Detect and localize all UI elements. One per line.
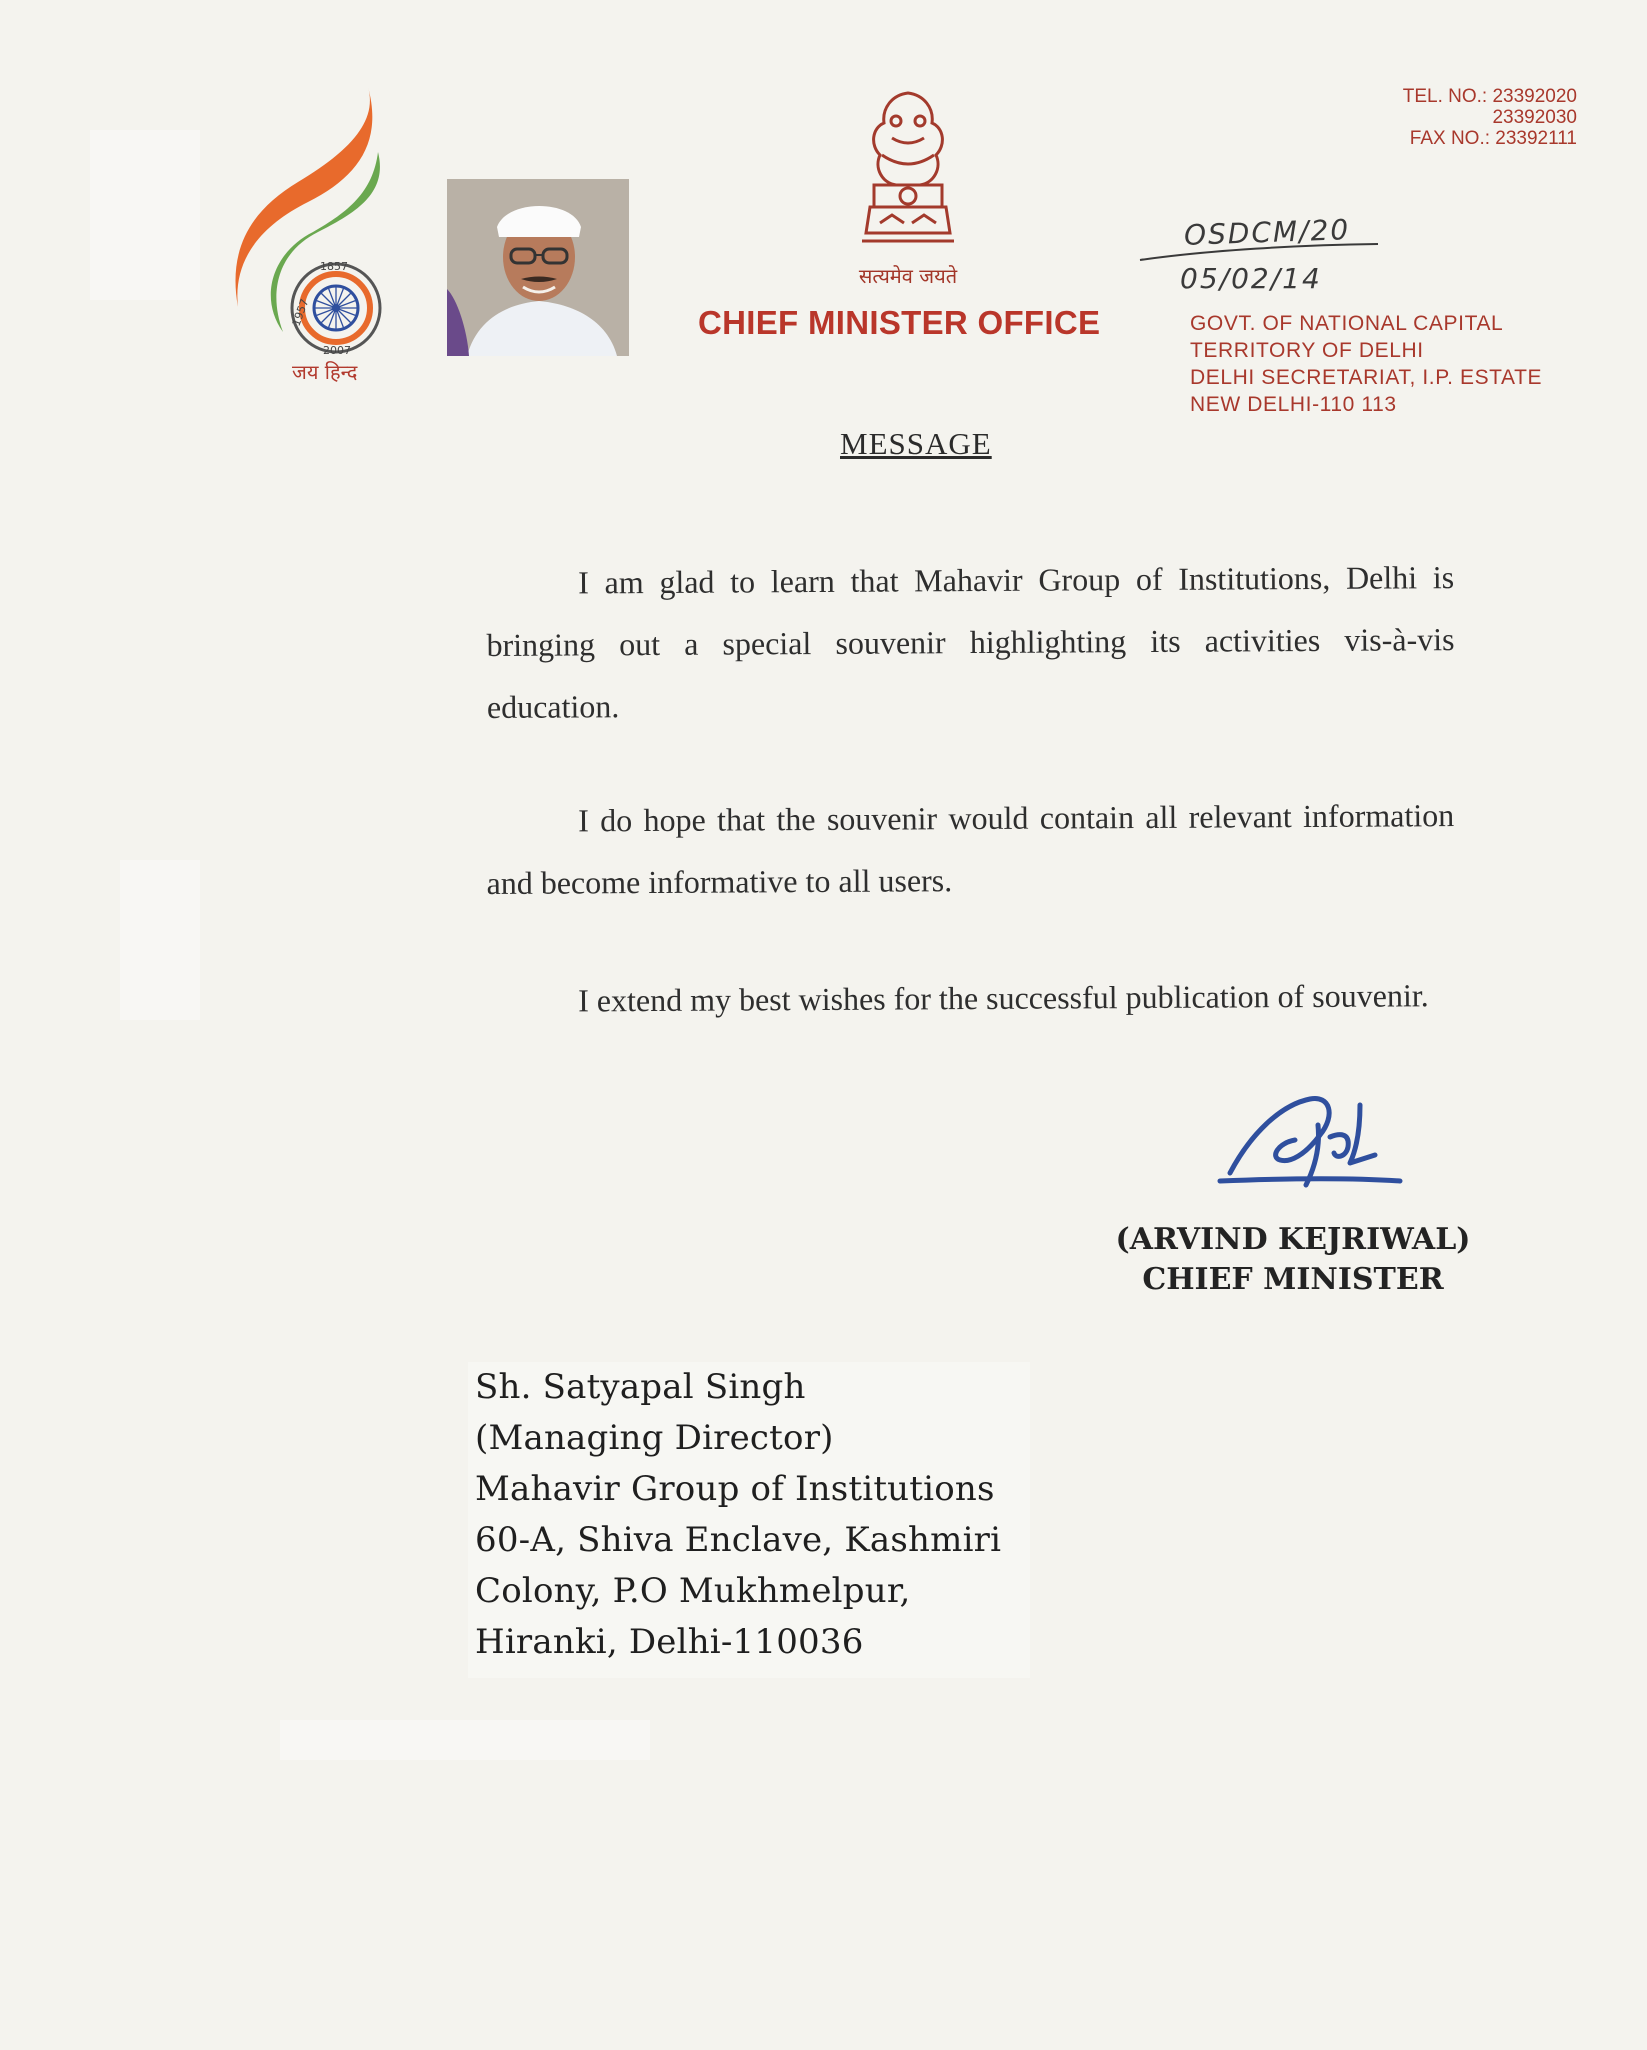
state-emblem-icon [852, 83, 964, 258]
recipient-address [468, 1362, 1030, 1678]
scan-artifact [120, 860, 200, 1020]
contact-numbers [1403, 86, 1577, 149]
address-line: TERRITORY OF DELHI [1190, 339, 1424, 362]
office-address [1190, 310, 1542, 418]
scan-artifact [90, 130, 200, 300]
recipient-line: Mahavir Group of Institutions [475, 1469, 995, 1509]
handwritten-signature [1210, 1085, 1410, 1195]
reference-stamp [1130, 210, 1400, 310]
message-heading: MESSAGE [840, 426, 992, 461]
logo-year-1857: 1857 [320, 260, 348, 273]
recipient-line: Hiranki, Delhi-110036 [475, 1622, 864, 1662]
signatory-name: (ARVIND KEJRIWAL) [1115, 1222, 1471, 1257]
signatory-title: CHIEF MINISTER [1142, 1262, 1444, 1297]
address-line: GOVT. OF NATIONAL CAPITAL [1190, 312, 1504, 335]
telephone-number-1: TEL. NO.: 23392020 [1402, 86, 1577, 107]
message-paragraph-1: I am glad to learn that Mahavir Group of Institutions, Delhi is bringing out a special souvenir highlighting its activities vis-à-vis education. [486, 559, 1455, 725]
fax-number: FAX NO.: 23392111 [1409, 128, 1577, 149]
recipient-line: (Managing Director) [475, 1418, 834, 1458]
chief-minister-photo [447, 179, 629, 356]
national-motto: सत्यमेव जयते [858, 264, 958, 288]
recipient-line: 60-A, Shiva Enclave, Kashmiri [475, 1520, 1002, 1560]
address-line: DELHI SECRETARIAT, I.P. ESTATE [1190, 366, 1543, 389]
message-paragraph-3: I extend my best wishes for the successful publication of souvenir. [578, 977, 1429, 1019]
address-line: NEW DELHI-110 113 [1190, 393, 1397, 416]
recipient-line: Colony, P.O Mukhmelpur, [475, 1571, 911, 1611]
logo-caption: जय हिन्द [292, 360, 358, 384]
logo-year-2007: 2007 [323, 344, 351, 357]
signatory-block [1108, 1220, 1478, 1300]
recipient-line: Sh. Satyapal Singh [475, 1367, 806, 1407]
telephone-number-2: 23392030 [1492, 107, 1577, 128]
message-paragraph-2: I do hope that the souvenir would contain all relevant information and become informative to all users. [486, 797, 1455, 901]
office-title: CHIEF MINISTER OFFICE [698, 304, 1101, 341]
reference-number: OSDCM/20 [1183, 213, 1351, 252]
reference-date: 05/02/14 [1180, 262, 1322, 295]
jai-hind-logo [228, 82, 398, 382]
scan-artifact [280, 1720, 650, 1760]
logo-year-1957: 1957 [289, 297, 312, 328]
